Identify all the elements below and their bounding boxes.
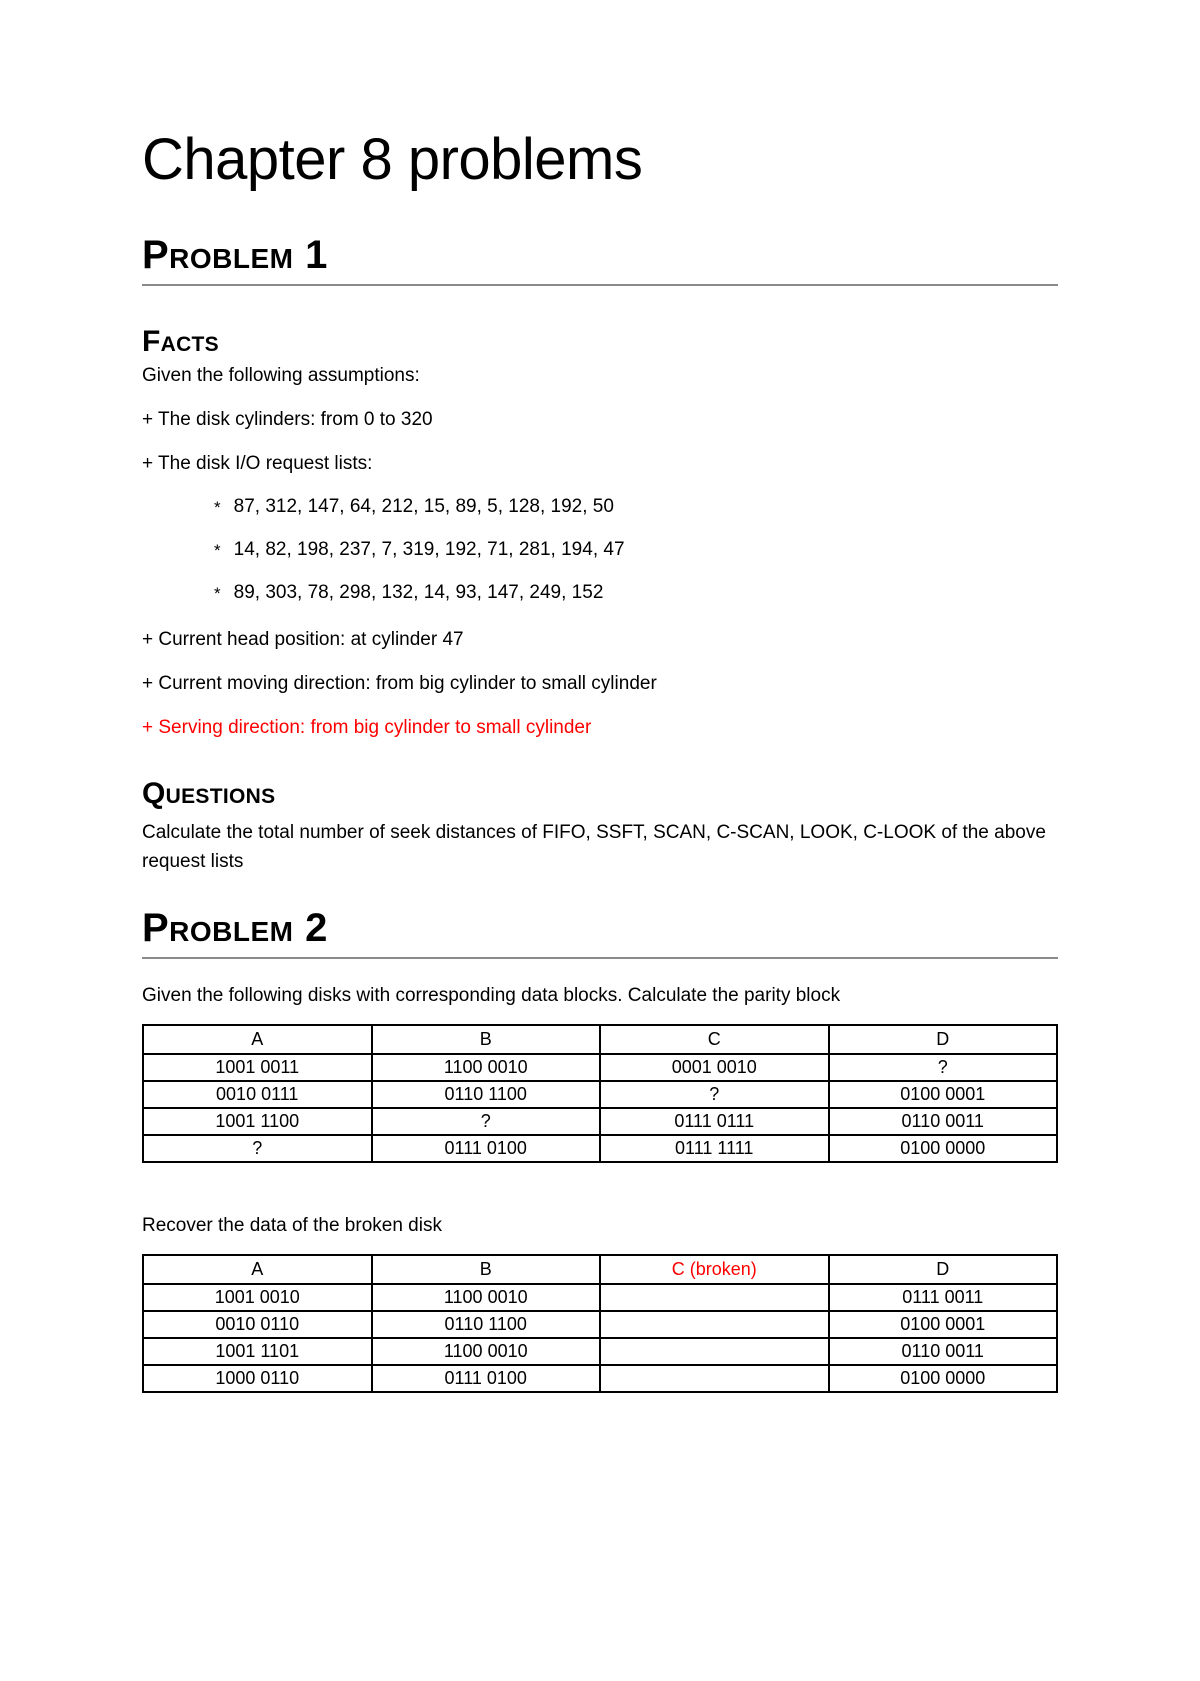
problem-1-heading: Problem 1 <box>142 235 1058 286</box>
table-cell: 0111 0100 <box>372 1135 601 1162</box>
table-row <box>143 1135 1057 1162</box>
table-cell: 1100 0010 <box>372 1284 601 1311</box>
fact-serving-direction: + Serving direction: from big cylinder to small cylinder <box>142 717 592 739</box>
table-cell: 1000 0110 <box>143 1365 372 1392</box>
bullet-icon: * <box>214 541 221 561</box>
table-cell: ? <box>372 1108 601 1135</box>
table-cell-broken <box>600 1284 829 1311</box>
parity-intro: Given the following disks with corresponding data blocks. Calculate the parity block <box>142 984 841 1006</box>
table-row <box>143 1284 1057 1311</box>
table-cell: ? <box>143 1135 372 1162</box>
table-cell: ? <box>829 1054 1058 1081</box>
table-cell: 1100 0010 <box>372 1338 601 1365</box>
table-header-cell: D <box>829 1255 1058 1284</box>
recover-text: Recover the data of the broken disk <box>142 1214 442 1236</box>
request-list-values: 87, 312, 147, 64, 212, 15, 89, 5, 128, 192, 50 <box>233 496 614 518</box>
fact-disk-cylinders: + The disk cylinders: from 0 to 320 <box>142 409 433 431</box>
table-header-cell: B <box>372 1255 601 1284</box>
questions-heading: Questions <box>142 777 276 811</box>
table-header-cell: D <box>829 1025 1058 1054</box>
table-cell: 0111 1111 <box>600 1135 829 1162</box>
facts-intro: Given the following assumptions: <box>142 365 420 387</box>
bullet-icon: * <box>214 584 221 604</box>
table-cell-broken <box>600 1365 829 1392</box>
table-cell: 0111 0111 <box>600 1108 829 1135</box>
fact-moving-direction: + Current moving direction: from big cylinder to small cylinder <box>142 673 657 695</box>
facts-heading: Facts <box>142 324 219 358</box>
parity-table <box>142 1024 1058 1163</box>
table-header-cell-broken: C (broken) <box>600 1255 829 1284</box>
table-cell: 0100 0001 <box>829 1081 1058 1108</box>
table-cell: 0010 0110 <box>143 1311 372 1338</box>
page-title: Chapter 8 problems <box>142 127 643 192</box>
table-row <box>143 1365 1057 1392</box>
table-cell: 0110 1100 <box>372 1081 601 1108</box>
table-header-cell: A <box>143 1255 372 1284</box>
table-row <box>143 1338 1057 1365</box>
request-lists <box>214 496 1058 603</box>
table-cell: 0110 0011 <box>829 1108 1058 1135</box>
table-header-row <box>143 1255 1057 1284</box>
table-cell: 0100 0000 <box>829 1365 1058 1392</box>
request-list-item <box>214 496 1058 517</box>
table-header-cell: C <box>600 1025 829 1054</box>
table-header-row <box>143 1025 1057 1054</box>
document-page <box>0 128 1200 1393</box>
table-cell: 0010 0111 <box>143 1081 372 1108</box>
table-cell: 1001 1100 <box>143 1108 372 1135</box>
table-cell: 1001 0010 <box>143 1284 372 1311</box>
request-list-values: 14, 82, 198, 237, 7, 319, 192, 71, 281, 194, 47 <box>233 539 625 561</box>
problem-2-heading: Problem 2 <box>142 908 1058 959</box>
table-header-cell: A <box>143 1025 372 1054</box>
request-list-item <box>214 539 1058 560</box>
table-row <box>143 1108 1057 1135</box>
table-cell: 0110 0011 <box>829 1338 1058 1365</box>
questions-text: Calculate the total number of seek distances of FIFO, SSFT, SCAN, C-SCAN, LOOK, C-LOOK of the above request lists <box>142 821 1046 872</box>
table-cell: 0001 0010 <box>600 1054 829 1081</box>
fact-request-lists-label: + The disk I/O request lists: <box>142 453 373 475</box>
table-cell: 0110 1100 <box>372 1311 601 1338</box>
table-cell-broken <box>600 1338 829 1365</box>
table-cell: ? <box>600 1081 829 1108</box>
table-cell: 0111 0011 <box>829 1284 1058 1311</box>
table-header-cell: B <box>372 1025 601 1054</box>
table-cell: 0100 0001 <box>829 1311 1058 1338</box>
table-row <box>143 1054 1057 1081</box>
table-row <box>143 1311 1057 1338</box>
recover-table <box>142 1254 1058 1393</box>
table-cell: 0111 0100 <box>372 1365 601 1392</box>
table-cell: 0100 0000 <box>829 1135 1058 1162</box>
request-list-item <box>214 582 1058 603</box>
table-cell: 1100 0010 <box>372 1054 601 1081</box>
table-row <box>143 1081 1057 1108</box>
fact-head-position: + Current head position: at cylinder 47 <box>142 629 464 651</box>
bullet-icon: * <box>214 498 221 518</box>
table-cell: 1001 0011 <box>143 1054 372 1081</box>
request-list-values: 89, 303, 78, 298, 132, 14, 93, 147, 249, 152 <box>233 582 604 604</box>
table-cell: 1001 1101 <box>143 1338 372 1365</box>
table-cell-broken <box>600 1311 829 1338</box>
